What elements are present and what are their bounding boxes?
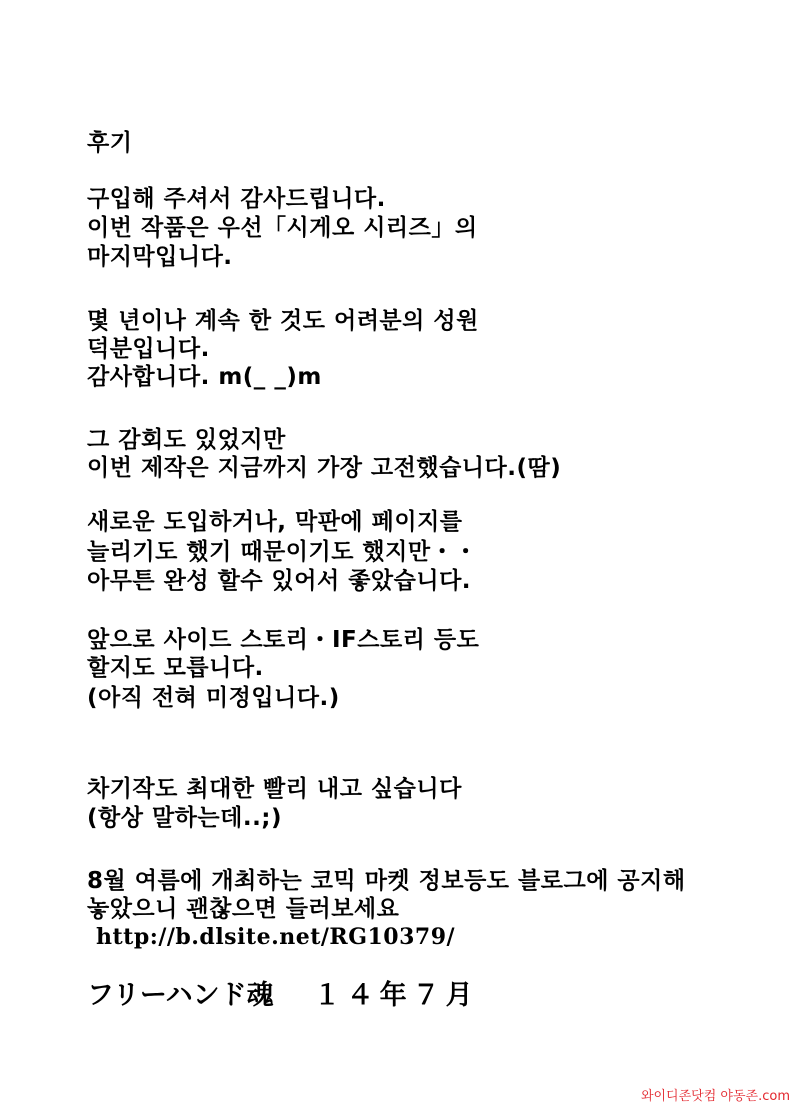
watermark: 와이디존닷컴 야동존.com: [640, 1089, 790, 1104]
signature-date: １４年７月: [313, 980, 479, 1011]
text-line: 새로운 도입하거나, 막판에 페이지를: [87, 509, 463, 535]
text-line: 8월 여름에 개최하는 코믹 마켓 정보등도 블로그에 공지해: [87, 868, 686, 894]
text-line: (항상 말하는데..;): [87, 805, 283, 831]
text-line: 놓았으니 괜찮으면 들러보세요: [87, 896, 400, 922]
afterword-heading: 후기: [87, 130, 133, 156]
text-line: 덕분입니다.: [87, 336, 210, 362]
text-line: 감사합니다. m(_ _)m: [87, 364, 322, 390]
blog-url-link[interactable]: http://b.dlsite.net/RG10379/: [96, 924, 456, 950]
text-line: 앞으로 사이드 스토리・IF스토리 등도: [87, 627, 480, 653]
text-line: 차기작도 최대한 빨리 내고 싶습니다: [87, 776, 462, 802]
signature: [87, 976, 479, 1016]
text-line: 이번 작품은 우선「시게오 시리즈」의: [87, 215, 478, 241]
text-line: 몇 년이나 계속 한 것도 어려분의 성원: [87, 308, 479, 334]
text-line: 아무튼 완성 할수 있어서 좋았습니다.: [87, 568, 472, 594]
text-line: (아직 전혀 미정입니다.): [87, 685, 340, 711]
text-line: 그 감회도 있었지만: [87, 427, 286, 453]
text-line: 늘리기도 했기 때문이기도 했지만・・: [87, 539, 478, 565]
circle-name: フリーハンド魂: [87, 980, 274, 1011]
text-line: 마지막입니다.: [87, 244, 233, 270]
text-line: 이번 제작은 지금까지 가장 고전했습니다.(땀): [87, 455, 562, 481]
text-line: 할지도 모릅니다.: [87, 655, 264, 681]
text-line: 구입해 주셔서 감사드립니다.: [87, 186, 386, 212]
